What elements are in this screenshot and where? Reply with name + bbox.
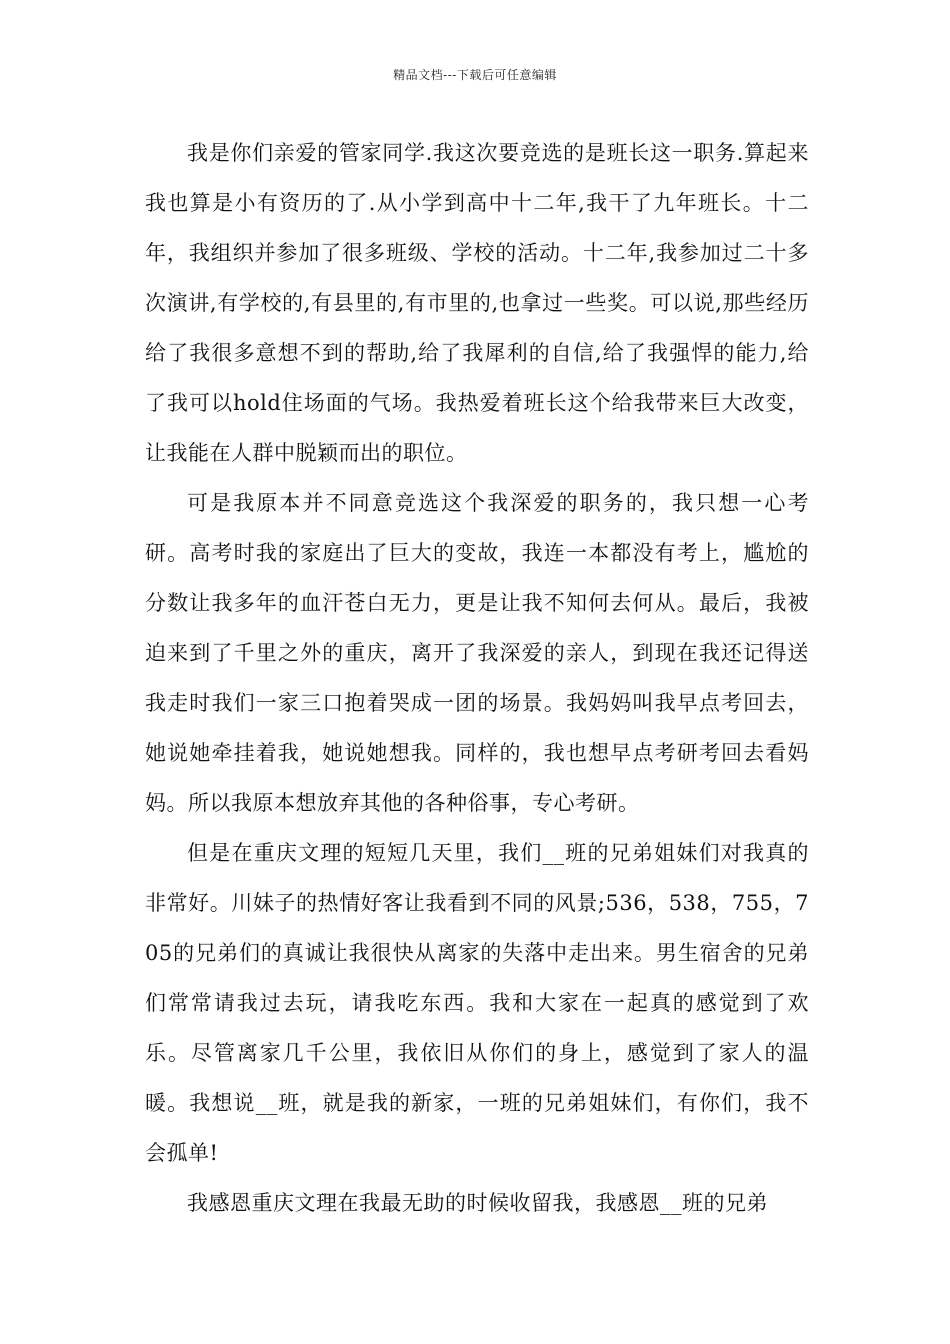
page-header: 精品文档---下载后可任意编辑 (393, 68, 557, 82)
paragraph-1: 我是你们亲爱的管家同学.我这次要竞选的是班长这一职务.算起来我也算是小有资历的了.从小学到高中十二年,我干了九年班长。十二年，我组织并参加了很多班级、学校的活动。十二年,我参加过二十多次演讲,有学校的,有县里的,有市里的,也拿过一些奖。可以说,那些经历给了我很多意想不到的帮助,给了我犀利的自信,给了我强悍的能力,给了我可以hold住场面的气场。我热爱着班长这个给我带来巨大改变，让我能在人群中脱颖而出的职位。 (145, 141, 809, 465)
paragraph-2: 可是我原本并不同意竞选这个我深爱的职务的，我只想一心考研。高考时我的家庭出了巨大的变故，我连一本都没有考上，尴尬的分数让我多年的血汗苍白无力，更是让我不知何去何从。最后，我被迫来到了千里之外的重庆，离开了我深爱的亲人，到现在我还记得送我走时我们一家三口抱着哭成一团的场景。我妈妈叫我早点考回去，她说她牵挂着我，她说她想我。同样的，我也想早点考研考回去看妈妈。所以我原本想放弃其他的各种俗事，专心考研。 (145, 491, 809, 815)
document-body (145, 128, 809, 1228)
paragraph-3: 但是在重庆文理的短短几天里，我们__班的兄弟姐妹们对我真的非常好。川妹子的热情好客让我看到不同的风景;536，538，755，705的兄弟们的真诚让我很快从离家的失落中走出来。男生宿舍的兄弟们常常请我过去玩，请我吃东西。我和大家在一起真的感觉到了欢乐。尽管离家几千公里，我依旧从你们的身上，感觉到了家人的温暖。我想说__班，就是我的新家，一班的兄弟姐妹们，有你们，我不会孤单! (145, 841, 809, 1165)
paragraph-4: 我感恩重庆文理在我最无助的时候收留我，我感恩__班的兄弟 (187, 1191, 768, 1215)
